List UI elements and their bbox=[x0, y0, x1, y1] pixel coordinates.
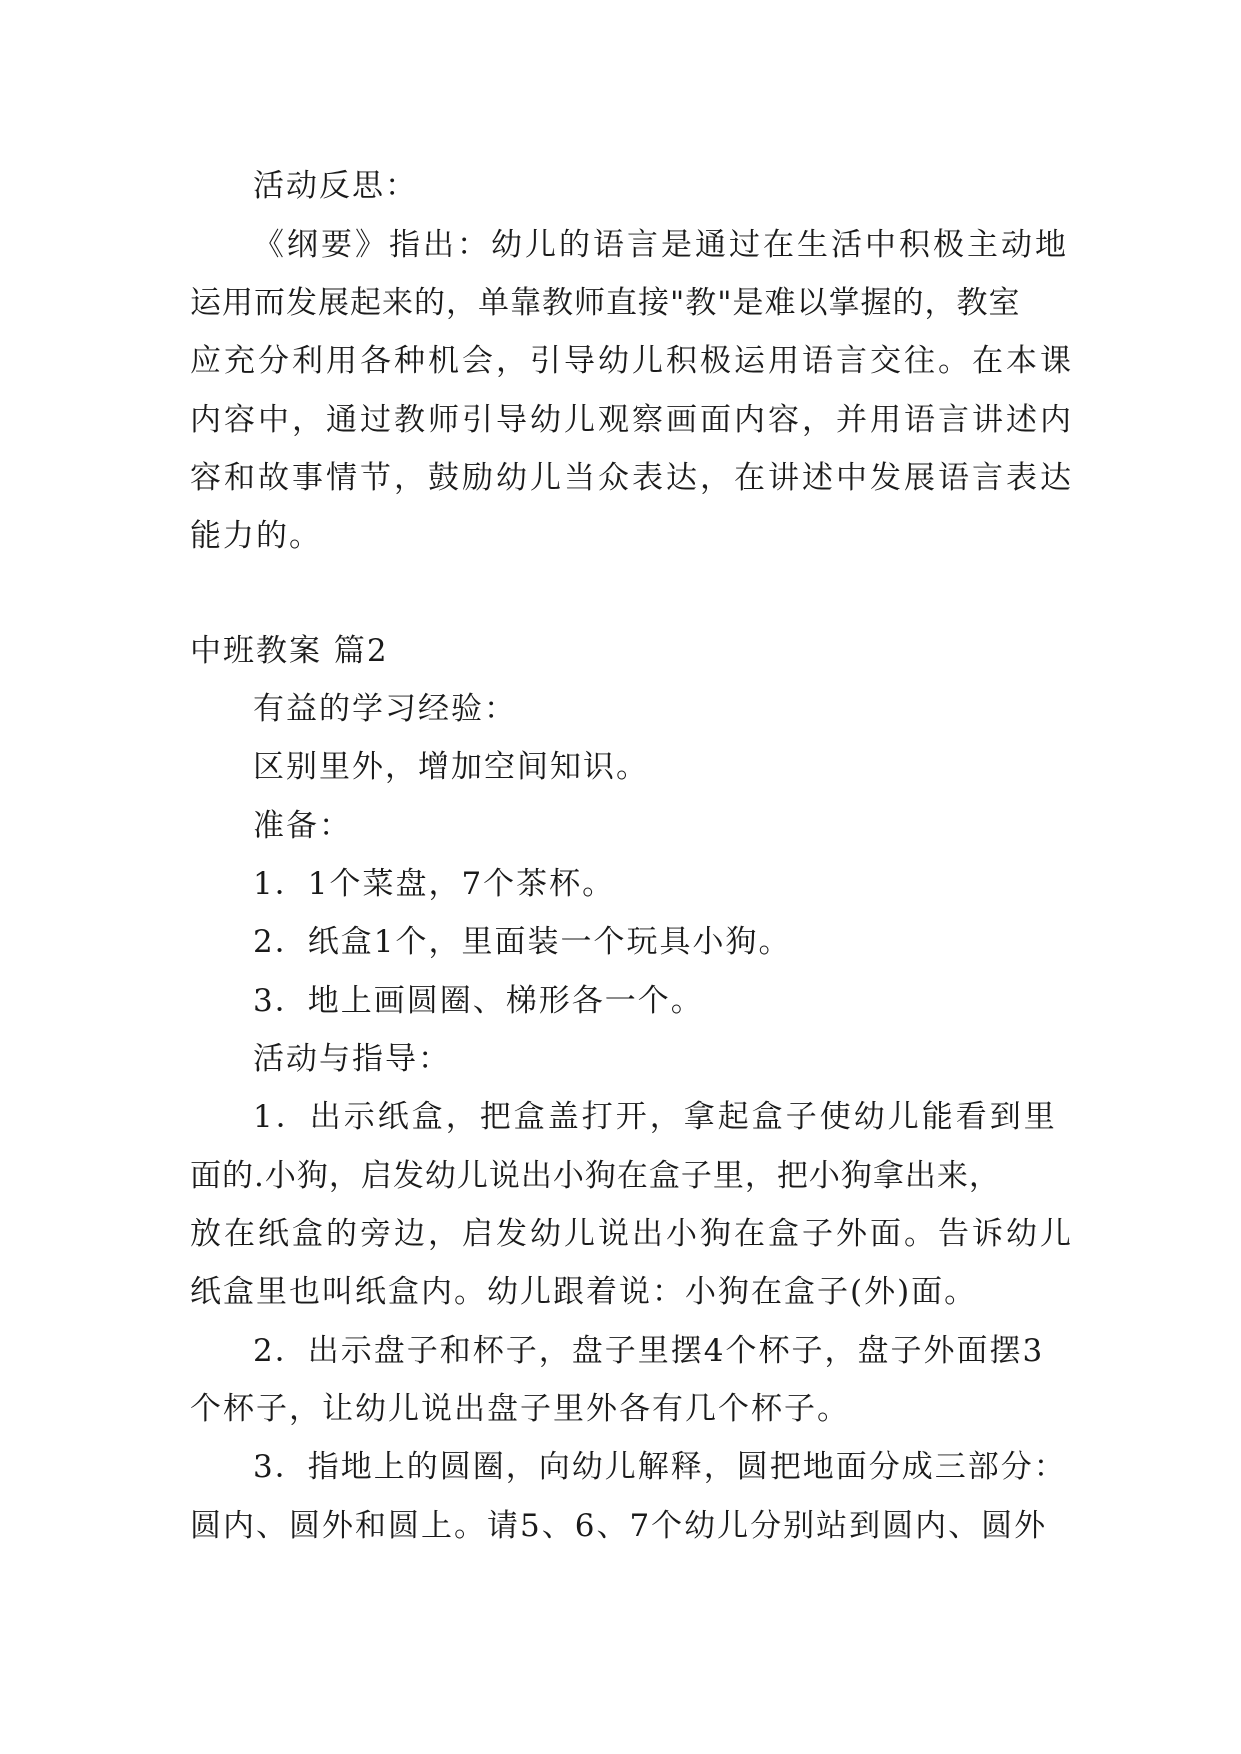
guide-p1-line-1: 1．出示纸盒，把盒盖打开，拿起盒子使幼儿能看到里 bbox=[253, 1099, 1058, 1135]
guide-p1-line-3: 放在纸盒的旁边，启发幼儿说出小狗在盒子外面。告诉幼儿 bbox=[190, 1216, 1074, 1252]
guide-p3-line-2: 圆内、圆外和圆上。请5、6、7个幼儿分别站到圆内、圆外 bbox=[190, 1508, 1048, 1544]
guide-p3-line-1: 3．指地上的圆圈，向幼儿解释，圆把地面分成三部分： bbox=[253, 1449, 1067, 1485]
reflection-line-6: 能力的。 bbox=[190, 518, 322, 554]
guide-p2-line-2: 个杯子，让幼儿说出盘子里外各有几个杯子。 bbox=[190, 1391, 850, 1427]
prep-item-2: 2．纸盒1个，里面装一个玩具小狗。 bbox=[253, 924, 792, 960]
guide-p1-line-4: 纸盒里也叫纸盒内。幼儿跟着说：小狗在盒子(外)面。 bbox=[190, 1274, 978, 1310]
reflection-line-5: 容和故事情节，鼓励幼儿当众表达，在讲述中发展语言表达 bbox=[190, 460, 1074, 496]
prep-item-1: 1．1个菜盘，7个茶杯。 bbox=[253, 866, 616, 902]
reflection-line-1: 《纲要》指出：幼儿的语言是通过在生活中积极主动地 bbox=[253, 227, 1069, 263]
experience-text: 区别里外，增加空间知识。 bbox=[253, 749, 649, 785]
reflection-line-3: 应充分利用各种机会，引导幼儿积极运用语言交往。在本课 bbox=[190, 343, 1074, 379]
prep-item-3: 3．地上画圆圈、梯形各一个。 bbox=[253, 983, 704, 1019]
experience-label: 有益的学习经验： bbox=[253, 691, 517, 727]
guide-p1-line-2: 面的.小狗，启发幼儿说出小狗在盒子里，把小狗拿出来， bbox=[190, 1158, 1001, 1194]
guide-label: 活动与指导： bbox=[253, 1041, 451, 1077]
section-title: 中班教案 篇2 bbox=[190, 633, 389, 669]
reflection-line-2: 运用而发展起来的，单靠教师直接"教"是难以掌握的，教室 bbox=[190, 285, 1021, 321]
reflection-line-4: 内容中，通过教师引导幼儿观察画面内容，并用语言讲述内 bbox=[190, 402, 1074, 438]
prep-label: 准备： bbox=[253, 808, 352, 844]
reflection-heading: 活动反思： bbox=[253, 168, 418, 204]
guide-p2-line-1: 2．出示盘子和杯子，盘子里摆4个杯子，盘子外面摆3 bbox=[253, 1333, 1045, 1369]
